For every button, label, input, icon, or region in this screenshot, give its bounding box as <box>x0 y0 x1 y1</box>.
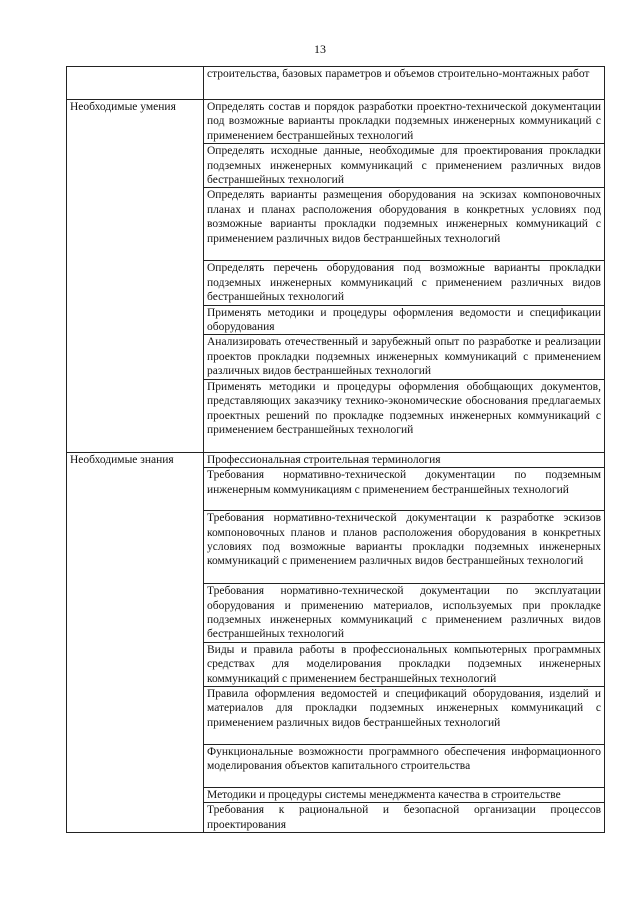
skill-item: Применять методики и процедуры оформления обобщающих документов, представляющих заказчику технико-экономические обоснования предлагаемых проектных решений по прокладке подземных инженерных коммуникаций с применением бестраншейных технологий <box>204 379 605 452</box>
knowledge-item: Функциональные возможности программного обеспечения информационного моделирования объектов капитального строительства <box>204 744 605 787</box>
row-label <box>67 67 204 100</box>
knowledge-item: Виды и правила работы в профессиональных компьютерных программных средствах для моделирования прокладки подземных инженерных коммуникаций с применением бестраншейных технологий <box>204 642 605 686</box>
skill-item: Определять перечень оборудования под возможные варианты прокладки подземных инженерных коммуникаций с применением различных видов бестраншейных технологий <box>204 261 605 305</box>
table-row <box>67 100 605 144</box>
requirements-table <box>66 66 605 833</box>
knowledge-item: Методики и процедуры системы менеджмента качества в строительстве <box>204 787 605 802</box>
knowledge-item: Требования нормативно-технической документации к разработке эскизов компоновочных планов и планов расположения оборудования в конкретных условиях под возможные варианты прокладки подземных инженерных коммуникаций с применением различных видов бестраншейных технологий <box>204 511 605 584</box>
table-row <box>67 67 605 100</box>
knowledge-item: Требования к рациональной и безопасной организации процессов проектирования <box>204 803 605 833</box>
knowledge-item: Требования нормативно-технической документации по эксплуатации оборудования и применению материалов, используемых при прокладке подземных инженерных коммуникаций с применением различных видов бестраншейных технологий <box>204 584 605 643</box>
row-text: строительства, базовых параметров и объемов строительно-монтажных работ <box>204 67 605 100</box>
page-number: 13 <box>314 42 326 56</box>
skill-item: Применять методики и процедуры оформления ведомости и спецификации оборудования <box>204 305 605 335</box>
table-row <box>67 452 605 467</box>
skills-label: Необходимые умения <box>67 100 204 453</box>
knowledge-label: Необходимые знания <box>67 452 204 832</box>
skill-item: Определять варианты размещения оборудования на эскизах компоновочных планах и планах расположения оборудования в конкретных условиях под возможные варианты прокладки подземных инженерных коммуникаций с применением различных видов бестраншейных технологий <box>204 188 605 261</box>
knowledge-item: Правила оформления ведомостей и спецификаций оборудования, изделий и материалов для прокладки подземных инженерных коммуникаций с применением различных видов бестраншейных технологий <box>204 686 605 744</box>
knowledge-item: Требования нормативно-технической документации по подземным инженерным коммуникациям с применением бестраншейных технологий <box>204 468 605 511</box>
knowledge-item: Профессиональная строительная терминология <box>204 452 605 467</box>
skill-item: Анализировать отечественный и зарубежный опыт по разработке и реализации проектов прокладки подземных инженерных коммуникаций с применением различных видов бестраншейных технологий <box>204 335 605 379</box>
skill-item: Определять состав и порядок разработки проектно-технической документации под возможные варианты прокладки подземных инженерных коммуникаций с применением бестраншейных технологий <box>204 100 605 144</box>
skill-item: Определять исходные данные, необходимые для проектирования прокладки подземных инженерных коммуникаций с применением различных видов бестраншейных технологий <box>204 144 605 188</box>
